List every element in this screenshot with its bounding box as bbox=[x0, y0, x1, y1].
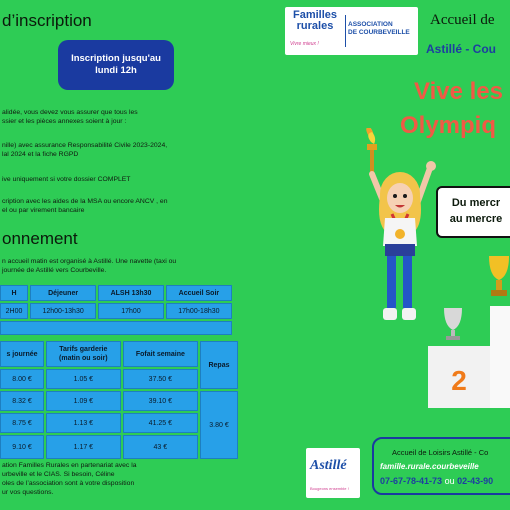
torch-icon bbox=[367, 144, 377, 150]
contact-title: Accueil de Loisirs Astillé - Co bbox=[392, 448, 489, 457]
table-header: ALSH 13h30 bbox=[98, 285, 164, 301]
table-cell bbox=[0, 321, 232, 335]
inscription-title: d’inscription bbox=[2, 11, 92, 30]
table-row bbox=[0, 303, 232, 319]
headline-line2: Olympiq bbox=[400, 112, 497, 139]
table-cell: 12h00-13h30 bbox=[30, 303, 96, 319]
astille-logo-sub: Bougeons ensemble ! bbox=[310, 486, 349, 491]
astille-logo bbox=[306, 448, 360, 498]
medal-icon bbox=[395, 229, 405, 239]
paragraph-footer: ation Familles Rurales en partenariat avec la urbeville et le CIAS. Si besoin, Céline oles de l’association sont à votre disposition ur vos questions. bbox=[2, 462, 137, 496]
contact-phones: 07-67-78-41-73 ou 02-43-90 bbox=[380, 476, 494, 486]
table-header: Repas bbox=[200, 341, 238, 389]
pricing-table bbox=[0, 339, 240, 461]
podium-first bbox=[490, 306, 510, 408]
speech-bubble: Du mercr au mercre bbox=[436, 186, 510, 238]
table-cell: 41.25 € bbox=[123, 413, 198, 433]
table-cell: 8.00 € bbox=[0, 369, 44, 389]
table-cell: 39.10 € bbox=[123, 391, 198, 411]
accueil-title: Accueil de bbox=[430, 12, 495, 28]
table-row bbox=[0, 285, 232, 301]
schedule-table bbox=[0, 283, 234, 337]
familles-rurales-logo bbox=[285, 7, 418, 55]
contact-phone-2[interactable]: 02-43-90 bbox=[457, 476, 494, 486]
astille-subtitle: Astillé - Cou bbox=[426, 42, 497, 56]
table-cell: 8.32 € bbox=[0, 391, 44, 411]
table-row bbox=[0, 321, 232, 335]
section-title-fonctionnement: onnement bbox=[2, 229, 78, 248]
table-row bbox=[0, 341, 238, 367]
paragraph-validation: alidée, vous devez vous assurer que tous les ssier et les pièces annexes soient à jour : bbox=[2, 109, 138, 125]
logo-divider bbox=[345, 15, 346, 47]
table-cell: 9.10 € bbox=[0, 435, 44, 459]
paragraph-shuttle: n accueil matin est organisé à Astillé. Une navette (taxi ou journée de Astillé vers Courbeville. bbox=[2, 258, 177, 274]
table-cell: 2H00 bbox=[0, 303, 28, 319]
table-cell: 1.13 € bbox=[46, 413, 121, 433]
table-header: Déjeuner bbox=[30, 285, 96, 301]
table-cell: 43 € bbox=[123, 435, 198, 459]
trophy-silver-icon bbox=[444, 308, 462, 330]
paragraph-insurance: nille) avec assurance Responsabilité Civile 2023-2024, lal 2024 et la fiche RGPD bbox=[2, 142, 168, 158]
table-header: s journée bbox=[0, 341, 44, 367]
table-header: H bbox=[0, 285, 28, 301]
table-row bbox=[0, 391, 238, 411]
table-cell: 3.80 € bbox=[200, 391, 238, 459]
contact-email[interactable]: famille.rurale.courbeveille bbox=[380, 462, 479, 471]
astille-logo-text: Astillé bbox=[310, 458, 347, 473]
trophy-gold-icon bbox=[489, 256, 509, 280]
paragraph-aid: cription avec les aides de la MSA ou encore ANCV , en el ou par virement bancaire bbox=[2, 198, 168, 214]
podium-number: 2 bbox=[451, 365, 467, 396]
athlete-illustration bbox=[355, 128, 510, 408]
table-header: Tarifs garderie (matin ou soir) bbox=[46, 341, 121, 367]
logo-association-text: ASSOCIATION DE COURBEVEILLE bbox=[348, 21, 410, 36]
table-header: Accueil Soir bbox=[166, 285, 232, 301]
table-cell: 17h00-18h30 bbox=[166, 303, 232, 319]
table-cell: 17h00 bbox=[98, 303, 164, 319]
headline-line1: Vive les bbox=[414, 78, 503, 105]
table-cell: 1.17 € bbox=[46, 435, 121, 459]
deadline-badge: Inscription jusqu'au lundi 12h bbox=[58, 40, 174, 90]
table-header: Fofait semaine bbox=[123, 341, 198, 367]
table-cell: 37.50 € bbox=[123, 369, 198, 389]
table-cell: 8.75 € bbox=[0, 413, 44, 433]
table-cell: 1.09 € bbox=[46, 391, 121, 411]
logo-brand-text: Familles rurales bbox=[292, 9, 338, 32]
table-cell: 1.05 € bbox=[46, 369, 121, 389]
logo-slogan: Vivre mieux ! bbox=[290, 41, 319, 47]
contact-phone-1[interactable]: 07-67-78-41-73 bbox=[380, 476, 443, 486]
paragraph-complete: ive uniquement si votre dossier COMPLET bbox=[2, 176, 131, 183]
